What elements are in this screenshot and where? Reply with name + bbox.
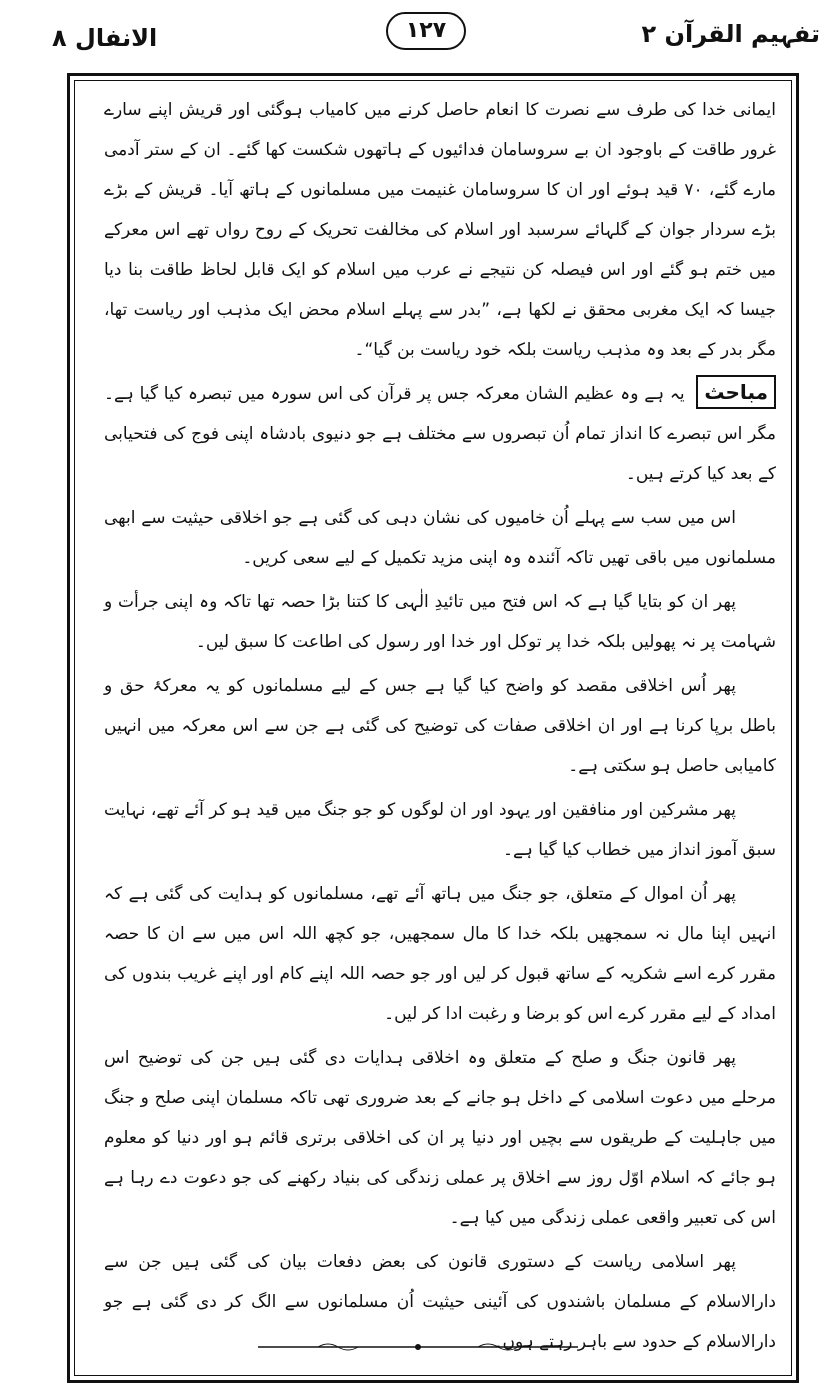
surah-label: الانفال ٨ bbox=[52, 24, 158, 52]
point-paragraph: پھر قانون جنگ و صلح کے متعلق وہ اخلاقی ہدایات دی گئی ہیں جن کی توضیح اس مرحلے میں دعوت اسلامی کے داخل ہو جانے کے بعد ضروری تھی تاکہ مسلمان اپنی صلح و جنگ میں جاہلیت کے طریقوں سے بچیں اور دنیا پر ان کی اخلاقی برتری قائم ہو اور دنیا کو معلوم ہو جائے کہ اسلام اوّل روز سے اخلاق پر عملی زندگی کی بنیاد رکھنے کی جو دعوت دے رہا ہے اس کی تعبیر واقعی عملی زندگی میں کیا ہے۔ bbox=[104, 1048, 776, 1228]
point-paragraph: پھر اسلامی ریاست کے دستوری قانون کی بعض دفعات بیان کی گئی ہیں جن سے دارالاسلام کے مسلمان باشندوں کی آئینی حیثیت اُن مسلمانوں سے الگ کر دی گئی ہے جو دارالاسلام کے حدود سے باہر رہتے ہوں۔ bbox=[104, 1252, 776, 1352]
point-paragraph: اس میں سب سے پہلے اُن خامیوں کی نشان دہی کی گئی ہے جو اخلاقی حیثیت سے ابھی مسلمانوں میں باقی تھیں تاکہ آئندہ وہ اپنی مزید تکمیل کے لیے سعی کریں۔ bbox=[104, 508, 776, 568]
page-content bbox=[104, 90, 776, 1352]
point-paragraph: پھر اُس اخلاقی مقصد کو واضح کیا گیا ہے جس کے لیے مسلمانوں کو یہ معرکۂ حق و باطل برپا کرنا ہے اور ان اخلاقی صفات کی توضیح کی گئی ہے جن سے اس معرکہ میں انہیں کامیابی حاصل ہو سکتی ہے۔ bbox=[104, 676, 776, 776]
section-text: یہ ہے وہ عظیم الشان معرکہ جس پر قرآن کی اس سورہ میں تبصرہ کیا گیا ہے۔ مگر اس تبصرے کا انداز تمام اُن تبصروں سے مختلف ہے جو دنیوی بادشاہ اپنی فوج کی فتحیابی کے بعد کیا کرتے ہیں۔ bbox=[104, 384, 776, 484]
ornamental-divider bbox=[258, 1340, 578, 1354]
page-header bbox=[0, 0, 840, 70]
point-paragraph: پھر اُن اموال کے متعلق، جو جنگ میں ہاتھ آئے تھے، مسلمانوں کو ہدایت کی گئی ہے کہ انہیں اپنا مال نہ سمجھیں بلکہ خدا کا مال سمجھیں، جو کچھ اللہ اس میں سے ان کا حصہ مقرر کرے اسے شکریہ کے ساتھ قبول کر لیں اور جو حصہ اللہ اپنے کام اور اپنے غریب بندوں کی امداد کے لیے مقرر کرے اس کو برضا و رغبت ادا کر لیں۔ bbox=[104, 884, 776, 1024]
page-number: ١٢٧ bbox=[386, 12, 466, 50]
section-paragraph bbox=[104, 374, 776, 494]
book-title: تفہیم القرآن ٢ bbox=[641, 20, 820, 48]
point-paragraph: پھر ان کو بتایا گیا ہے کہ اس فتح میں تائیدِ الٰہی کا کتنا بڑا حصہ تھا تاکہ وہ اپنی جرأت و شہامت پر نہ پھولیں بلکہ خدا پر توکل اور خدا اور رسول کی اطاعت کا سبق لیں۔ bbox=[104, 592, 776, 652]
intro-paragraph: ایمانی خدا کی طرف سے نصرت کا انعام حاصل کرنے میں کامیاب ہوگئی اور قریش اپنے سارے غرور طاقت کے باوجود ان بے سروسامان فدائیوں کے ہاتھوں شکست کھا گئے۔ ان کے ستر آدمی مارے گئے، ۷۰ قید ہوئے اور ان کا سروسامان غنیمت میں مسلمانوں کے ہاتھ آیا۔ قریش کے بڑے بڑے سردار جوان کے گلہائے سرسبد اور اسلام کی مخالفت تحریک کے روح رواں تھے اس معرکے میں ختم ہو گئے اور اس فیصلہ کن نتیجے نے عرب میں اسلام کو ایک قابل لحاظ طاقت بنا دیا جیسا کہ ایک مغربی محقق نے لکھا ہے، ”بدر سے پہلے اسلام محض ایک مذہب اور ریاست تھا، مگر بدر کے بعد وہ مذہب ریاست بلکہ خود ریاست بن گیا“۔ bbox=[104, 100, 776, 360]
section-heading: مباحث bbox=[696, 375, 776, 409]
point-paragraph: پھر مشرکین اور منافقین اور یہود اور ان لوگوں کو جو جنگ میں قید ہو کر آئے تھے، نہایت سبق آموز انداز میں خطاب کیا گیا ہے۔ bbox=[104, 800, 776, 860]
